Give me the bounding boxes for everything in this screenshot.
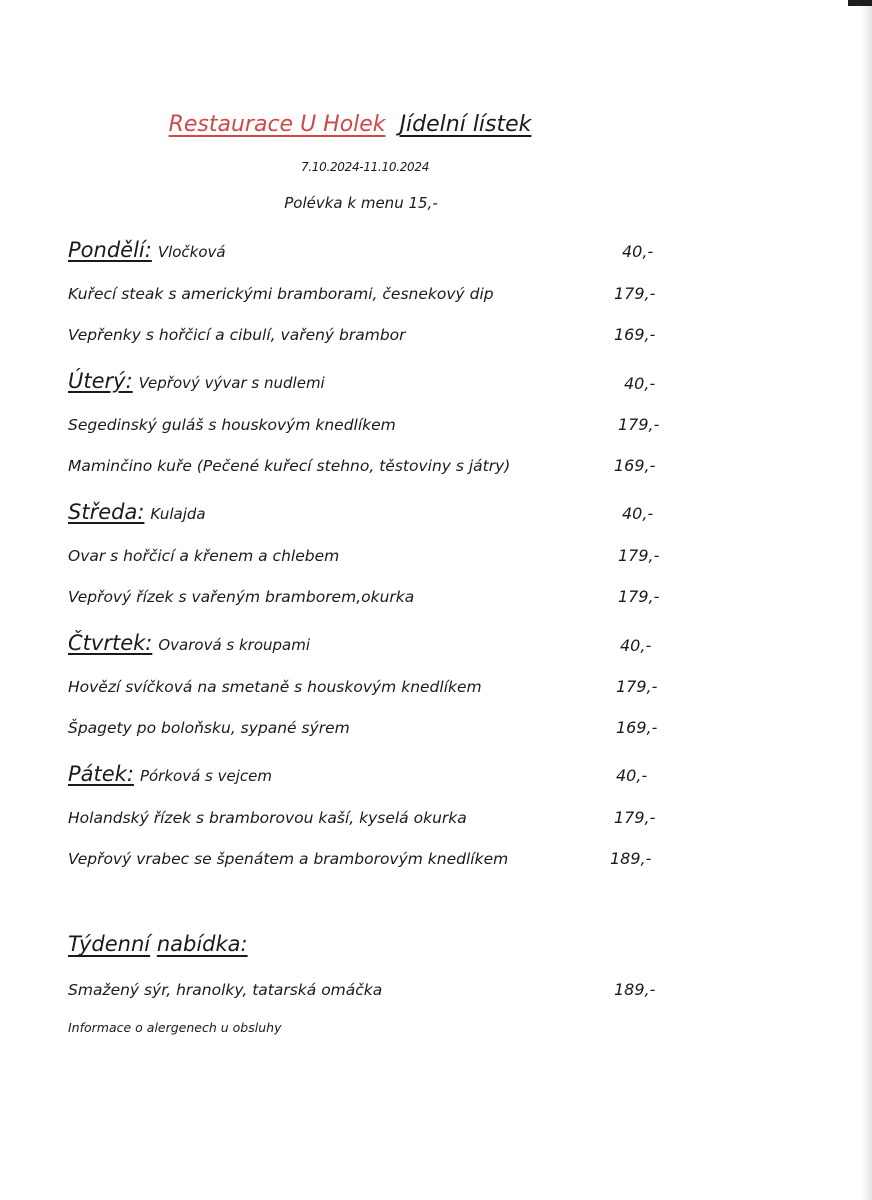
soup-price: 40,- <box>624 374 656 393</box>
day-row-tuesday <box>68 369 668 399</box>
date-range: 7.10.2024-11.10.2024 <box>300 160 430 174</box>
dish-row <box>68 284 668 314</box>
dish-row <box>68 677 668 707</box>
dish-price: 179,- <box>614 284 656 303</box>
soup-note: Polévka k menu 15,- <box>284 194 438 212</box>
day-soup: Vločková <box>157 243 226 261</box>
day-name: Čtvrtek: <box>68 631 153 655</box>
dish-name: Vepřový řízek s vařeným bramborem,okurka <box>68 588 415 606</box>
day-row-friday <box>68 762 668 792</box>
scan-edge <box>860 0 872 1200</box>
dish-name: Holandský řízek s bramborovou kaší, kyselá okurka <box>68 809 467 827</box>
dish-price: 179,- <box>614 808 656 827</box>
menu-title: Jídelní lístek <box>399 112 532 137</box>
weekly-offer-title <box>68 932 248 956</box>
dish-price: 189,- <box>610 849 652 868</box>
scan-corner-mark <box>848 0 872 6</box>
dish-price: 179,- <box>616 677 658 696</box>
restaurant-name: Restaurace U Holek <box>168 112 386 137</box>
dish-row <box>68 546 668 576</box>
dish-row <box>68 325 668 355</box>
dish-name: Kuřecí steak s americkými bramborami, česnekový dip <box>68 285 494 303</box>
day-row-monday <box>68 238 668 268</box>
dish-row <box>68 849 668 879</box>
dish-price: 169,- <box>616 718 658 737</box>
soup-price: 40,- <box>620 636 652 655</box>
weekly-title-word2: nabídka: <box>156 932 248 956</box>
dish-row <box>68 415 668 445</box>
dish-name: Ovar s hořčicí a křenem a chlebem <box>68 547 340 565</box>
day-name: Pondělí: <box>68 238 152 262</box>
dish-row <box>68 718 668 748</box>
dish-price: 189,- <box>614 980 656 999</box>
day-soup: Pórková s vejcem <box>139 767 272 785</box>
day-soup: Vepřový vývar s nudlemi <box>138 374 325 392</box>
dish-name: Hovězí svíčková na smetaně s houskovým knedlíkem <box>68 678 482 696</box>
dish-row <box>68 587 668 617</box>
dish-name: Maminčino kuře (Pečené kuřecí stehno, těstoviny s játry) <box>68 457 511 475</box>
dish-name: Smažený sýr, hranolky, tatarská omáčka <box>68 981 383 999</box>
dish-price: 179,- <box>618 546 660 565</box>
soup-price: 40,- <box>616 766 648 785</box>
dish-name: Vepřenky s hořčicí a cibulí, vařený brambor <box>68 326 406 344</box>
soup-price: 40,- <box>622 504 654 523</box>
dish-price: 169,- <box>614 325 656 344</box>
weekly-dish-row <box>68 980 668 1010</box>
dish-name: Vepřový vrabec se špenátem a bramborovým knedlíkem <box>68 850 509 868</box>
day-name: Středa: <box>68 500 145 524</box>
weekly-title-word1: Týdenní <box>68 932 151 956</box>
dish-row <box>68 808 668 838</box>
day-soup: Kulajda <box>150 505 206 523</box>
menu-header <box>0 112 700 137</box>
dish-price: 169,- <box>614 456 656 475</box>
dish-name: Špagety po boloňsku, sypané sýrem <box>68 719 350 737</box>
dish-price: 179,- <box>618 587 660 606</box>
allergen-note: Informace o alergenech u obsluhy <box>68 1020 282 1035</box>
dish-row <box>68 456 668 486</box>
day-soup: Ovarová s kroupami <box>158 636 311 654</box>
day-row-wednesday <box>68 500 668 530</box>
day-name: Úterý: <box>68 369 133 393</box>
day-row-thursday <box>68 631 668 661</box>
day-name: Pátek: <box>68 762 134 786</box>
soup-price: 40,- <box>622 242 654 261</box>
dish-name: Segedinský guláš s houskovým knedlíkem <box>68 416 396 434</box>
dish-price: 179,- <box>618 415 660 434</box>
